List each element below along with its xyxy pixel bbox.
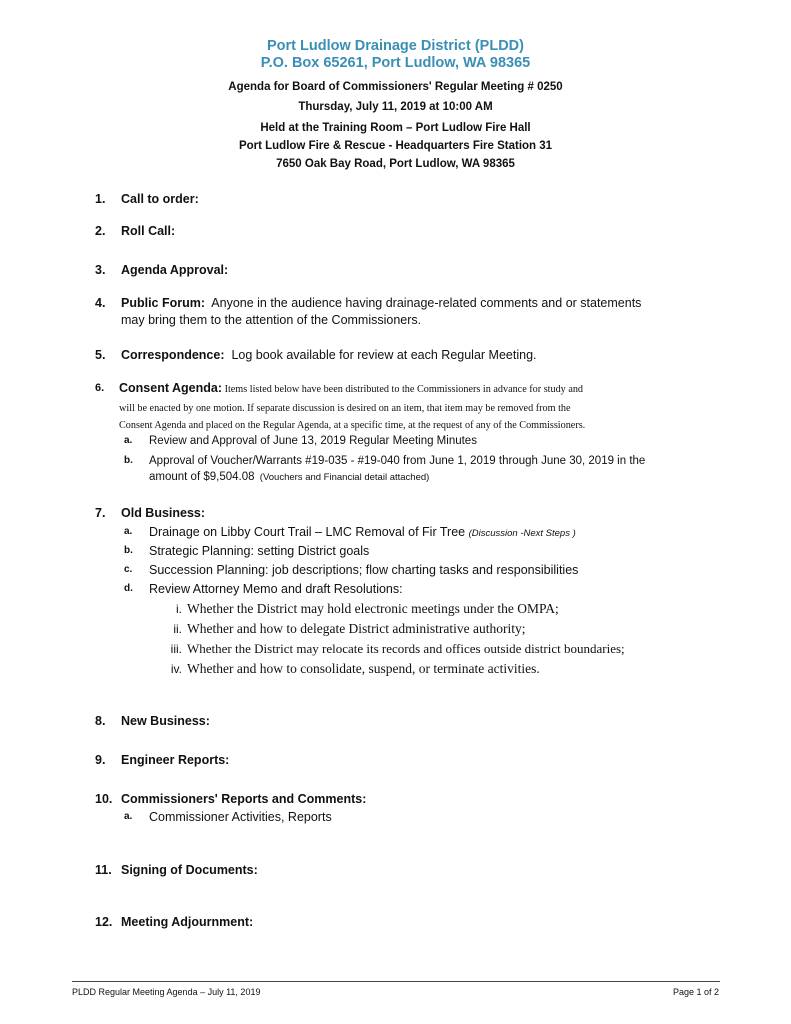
consent-text-line3: Consent Agenda and placed on the Regular Agenda, at a specific time, at the request of any of the Commissioners. [119, 420, 586, 431]
item-label: Agenda Approval: [121, 263, 229, 277]
item-number: 2. [95, 224, 106, 238]
subitem-text: Strategic Planning: setting District goals [149, 544, 370, 558]
meeting-location-line2: Port Ludlow Fire & Rescue - Headquarters Fire Station 31 [238, 140, 553, 152]
subitem-text: Approval of Voucher/Warrants #19-035 - #19-040 from June 1, 2019 through June 30, 2019 in the [149, 455, 646, 467]
item-label: Call to order: [121, 192, 199, 206]
subitem-letter: a. [124, 435, 133, 446]
subitem-text: Review Attorney Memo and draft Resolutions: [149, 582, 403, 596]
subitem-letter: c. [124, 564, 133, 575]
item-label: Public Forum: [121, 296, 206, 310]
item-label: Roll Call: [121, 224, 176, 238]
item-text: Anyone in the audience having drainage-related comments and or statements [205, 296, 642, 310]
meeting-location-line3: 7650 Oak Bay Road, Port Ludlow, WA 98365 [276, 158, 515, 170]
item-text: Items listed below have been distributed to the Commissioners in advance for study and [222, 384, 584, 395]
resolution-numeral: iv. [170, 662, 182, 676]
item-label: Meeting Adjournment: [121, 915, 254, 929]
item-label: Signing of Documents: [121, 863, 258, 877]
item-label: Correspondence: [121, 348, 225, 362]
item-number: 6. [95, 382, 105, 394]
organization-address: P.O. Box 65261, Port Ludlow, WA 98365 [260, 55, 531, 71]
agenda-title: Agenda for Board of Commissioners' Regular Meeting # 0250 [228, 81, 563, 93]
item-number: 1. [95, 192, 106, 206]
resolution-text: Whether and how to consolidate, suspend, or terminate activities. [187, 661, 540, 676]
subitem-letter: a. [124, 811, 133, 822]
subitem-text: Succession Planning: job descriptions; flow charting tasks and responsibilities [149, 563, 579, 577]
footer-title: PLDD Regular Meeting Agenda – July 11, 2019 [72, 987, 261, 997]
consent-text-line2: will be enacted by one motion. If separate discussion is desired on an item, that item may be removed from the [119, 403, 571, 414]
item-label: Consent Agenda: [119, 381, 223, 395]
page-number: Page 1 of 2 [672, 987, 719, 997]
resolution-text: Whether the District may hold electronic meetings under the OMPA; [187, 601, 559, 616]
subitem-note: (Discussion -Next Steps ) [468, 528, 576, 539]
item-number: 9. [95, 753, 106, 767]
meeting-date: Thursday, July 11, 2019 at 10:00 AM [298, 101, 493, 113]
subitem-letter: b. [124, 545, 133, 556]
item-number: 7. [95, 506, 106, 520]
organization-name: Port Ludlow Drainage District (PLDD) [267, 38, 524, 54]
item-label: Old Business: [121, 506, 206, 520]
subitem-text-continued: amount of $9,504.08 [149, 471, 255, 483]
subitem-text: Drainage on Libby Court Trail – LMC Removal of Fir Tree [149, 525, 469, 539]
resolution-numeral: iii. [170, 642, 182, 656]
item-label: Engineer Reports: [121, 753, 230, 767]
subitem-letter: b. [124, 455, 133, 466]
resolution-numeral: i. [176, 602, 182, 616]
item-number: 11. [95, 863, 112, 877]
item-number: 12. [95, 915, 113, 929]
item-number: 5. [95, 348, 106, 362]
item-text: Log book available for review at each Regular Meeting. [224, 348, 537, 362]
item-label: Commissioners' Reports and Comments: [121, 792, 367, 806]
resolution-text: Whether and how to delegate District administrative authority; [187, 621, 526, 636]
resolution-text: Whether the District may relocate its records and offices outside district boundaries; [187, 641, 625, 656]
subitem-text: Review and Approval of June 13, 2019 Regular Meeting Minutes [149, 435, 477, 447]
item-label: New Business: [121, 714, 210, 728]
footer-divider [72, 981, 720, 982]
subitem-text: Commissioner Activities, Reports [149, 810, 332, 824]
meeting-location-line1: Held at the Training Room – Port Ludlow Fire Hall [260, 122, 531, 134]
item-number: 4. [95, 296, 106, 310]
item-text-continued: may bring them to the attention of the Commissioners. [121, 313, 422, 327]
subitem-letter: a. [124, 526, 133, 537]
item-number: 10. [95, 792, 113, 806]
subitem-letter: d. [124, 583, 133, 594]
resolution-numeral: ii. [173, 622, 182, 636]
subitem-note: (Vouchers and Financial detail attached) [254, 472, 430, 483]
item-number: 3. [95, 263, 106, 277]
item-number: 8. [95, 714, 106, 728]
